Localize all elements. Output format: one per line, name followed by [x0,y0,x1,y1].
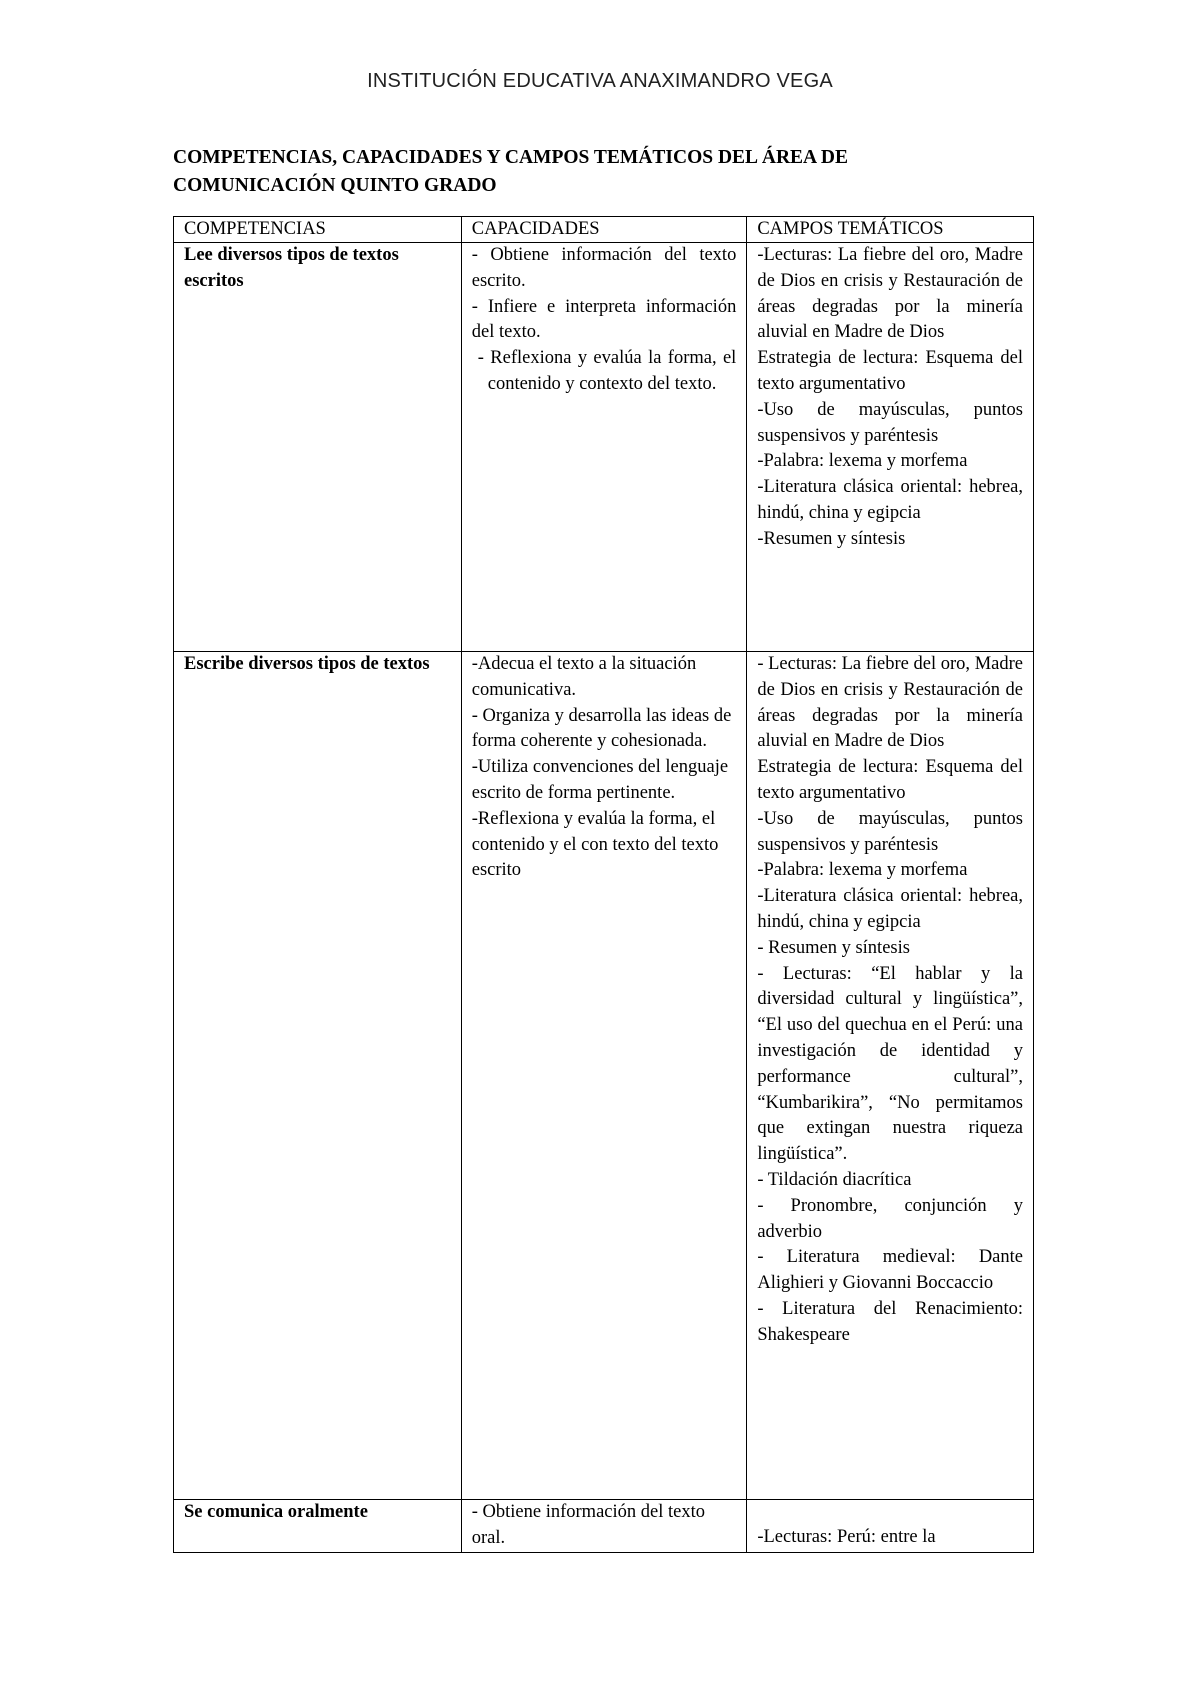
campo-item: Estrategia de lectura: Esquema del texto argumentativo [757,348,1023,394]
capacidad-item: - Infiere e interpreta información del texto. [471,296,737,343]
campo-item: -Palabra: lexema y morfema [757,860,968,881]
document-title [173,144,1033,200]
competencia-cell [174,243,462,652]
table-row [174,1500,1034,1553]
capacidades-cell [461,652,747,1500]
table-header-row [174,217,1034,243]
campo-item: -Palabra: lexema y morfema [757,451,968,472]
title-line-2: COMUNICACIÓN QUINTO GRADO [173,175,497,196]
capacidad-item: - Organiza y desarrolla las ideas de forma coherente y cohesionada. [471,705,732,752]
competencia-text: Se comunica oralmente [184,1502,368,1522]
campo-item: - Resumen y síntesis [757,937,910,958]
capacidades-cell [461,243,747,652]
campo-item: - Pronombre, conjunción y adverbio [757,1195,1023,1242]
campo-item: Estrategia de lectura: Esquema del texto argumentativo [757,757,1023,803]
campo-item: - Lecturas: La fiebre del oro, Madre de Dios en crisis y Restauración de áreas degradas por la minería aluvial en Madre de Dios [757,654,1023,752]
campos-cell [747,1500,1034,1553]
campos-cell [747,652,1034,1500]
campo-item: -Uso de mayúsculas, puntos suspensivos y paréntesis [757,808,1023,855]
campo-item: -Literatura clásica oriental: hebrea, hindú, china y egipcia [757,477,1023,523]
competencia-cell [174,652,462,1500]
curriculum-table [173,216,1034,1553]
competencia-cell [174,1500,462,1553]
competencia-text: Lee diversos tipos de textos escritos [184,245,399,291]
campo-item: - Lecturas: “El hablar y la diversidad cultural y lingüística”, “El uso del quechua en el Perú: una investigación de identidad y performance cultural”, “Kumbarikira”, “No permitamos que extingan nuestra riqueza lingüística”. [757,963,1023,1165]
campo-item: - Literatura medieval: Dante Alighieri y Giovanni Boccaccio [757,1247,1023,1294]
header-campos-tematicos: CAMPOS TEMÁTICOS [747,217,1034,243]
campo-item: - Literatura del Renacimiento: Shakespeare [757,1298,1023,1345]
table-row [174,652,1034,1500]
campo-item: -Resumen y síntesis [757,528,906,549]
school-header: INSTITUCIÓN EDUCATIVA ANAXIMANDRO VEGA [367,70,833,92]
campo-item: - Tildación diacrítica [757,1169,912,1190]
title-line-1: COMPETENCIAS, CAPACIDADES Y CAMPOS TEMÁTICOS DEL ÁREA DE [173,147,848,168]
campo-item: -Literatura clásica oriental: hebrea, hindú, china y egipcia [757,886,1023,932]
capacidad-item: -Adecua el texto a la situación comunicativa. [471,654,697,700]
header-capacidades: CAPACIDADES [461,217,747,243]
campo-item: -Lecturas: Perú: entre la [757,1527,936,1547]
table-row [174,243,1034,652]
capacidad-item: -Reflexiona y evalúa la forma, el contenido y el con texto del texto escrito [471,808,719,881]
campos-cell [747,243,1034,652]
header-competencias: COMPETENCIAS [174,217,462,243]
capacidades-cell [461,1500,747,1553]
competencia-text: Escribe diversos tipos de textos [184,654,430,674]
capacidad-item: - Obtiene información del texto escrito. [471,245,737,291]
campo-item: -Uso de mayúsculas, puntos suspensivos y paréntesis [757,399,1023,446]
capacidad-item: - Reflexiona y evalúa la forma, el contenido y contexto del texto. [477,348,737,394]
capacidad-item: -Utiliza convenciones del lenguaje escrito de forma pertinente. [471,757,729,803]
capacidad-item: - Obtiene información del texto oral. [471,1502,705,1548]
campo-item: -Lecturas: La fiebre del oro, Madre de Dios en crisis y Restauración de áreas degradas por la minería aluvial en Madre de Dios [757,245,1023,343]
